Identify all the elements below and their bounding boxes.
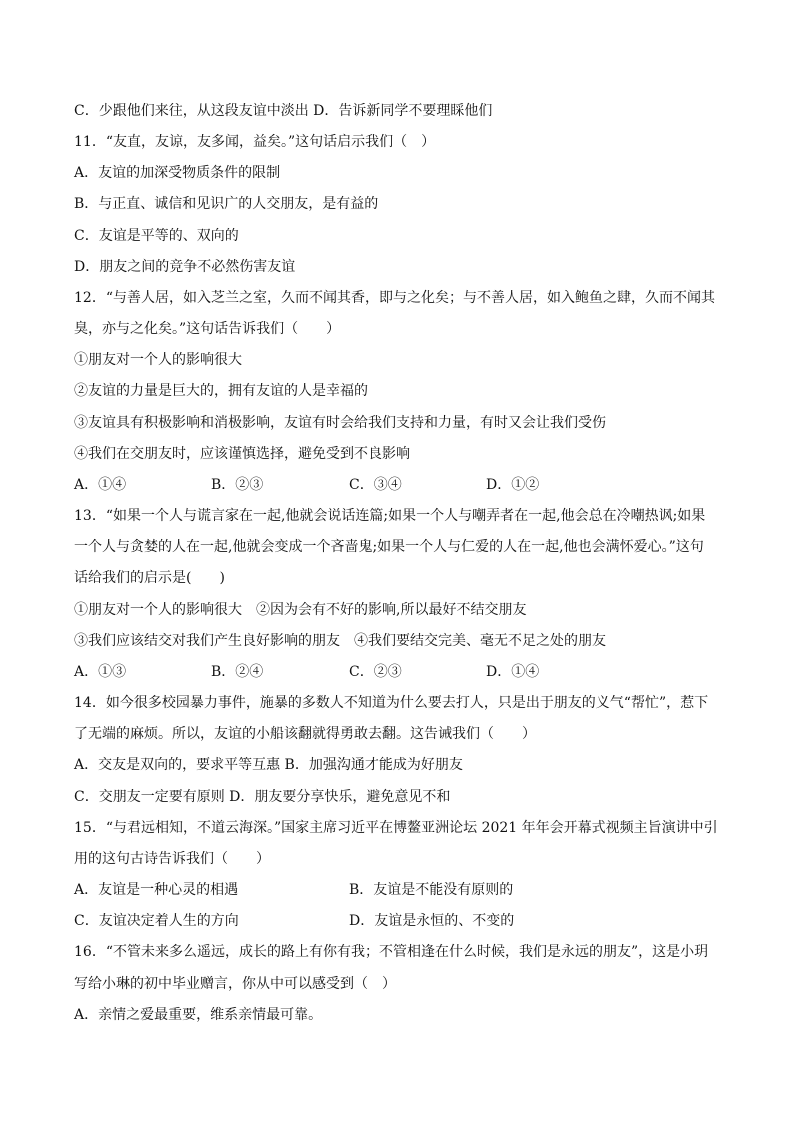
q15-option-c: C．友谊决定着人生的方向 (74, 913, 239, 929)
q13-stem-line-3: 话给我们的启示是( ) (74, 570, 225, 586)
q12-statement-3: ③友谊具有积极影响和消极影响，友谊有时会给我们支持和力量，有时又会让我们受伤 (74, 415, 606, 431)
q13-option-d: D．①④ (486, 664, 540, 680)
q14-options-cd: C．交朋友一定要有原则 D．朋友要分享快乐，避免意见不和 (74, 789, 451, 805)
q11-option-b: B．与正直、诚信和见识广的人交朋友，是有益的 (74, 196, 379, 212)
q15-option-b: B．友谊是不能没有原则的 (349, 882, 514, 898)
q12-stem-line-2: 臭，亦与之化矣。”这句话告诉我们（ ） (74, 321, 341, 337)
q15-option-a: A．友谊是一种心灵的相遇 (74, 882, 239, 898)
q15-option-d: D．友谊是永恒的、不变的 (349, 913, 515, 929)
q12-option-b: B．②③ (211, 477, 264, 493)
q14-stem-line-1: 14．如今很多校园暴力事件，施暴的多数人不知道为什么要去打人，只是出于朋友的义气“帮忙”，惹下 (74, 695, 709, 711)
q16-stem-line-1: 16．“不管未来多么遥远，成长的路上有你有我；不管相逢在什么时候，我们是永远的朋友”，这是小玥 (74, 944, 709, 960)
q11-option-d: D．朋友之间的竞争不必然伤害友谊 (74, 259, 296, 275)
q13-stem-line-2: 一个人与贪婪的人在一起,他就会变成一个吝啬鬼;如果一个人与仁爱的人在一起,他也会满怀爱心。”这句 (74, 539, 704, 555)
q14-stem-line-2: 了无端的麻烦。所以，友谊的小船该翻就得勇敢去翻。这告诫我们（ ） (74, 726, 536, 742)
q12-statement-2: ②友谊的力量是巨大的，拥有友谊的人是幸福的 (74, 383, 368, 399)
q13-option-c: C．②③ (349, 664, 402, 680)
q12-statement-4: ④我们在交朋友时，应该谨慎选择，避免受到不良影响 (74, 446, 410, 462)
q13-statements-3-4: ③我们应该结交对我们产生良好影响的朋友 ④我们要结交完美、毫无不足之处的朋友 (74, 633, 606, 649)
q12-option-c: C．③④ (349, 477, 402, 493)
q12-stem-line-1: 12．“与善人居，如入芝兰之室，久而不闻其香，即与之化矣；与不善人居，如入鲍鱼之肆，久而不闻其 (74, 290, 715, 306)
q12-option-a: A．①④ (74, 477, 127, 493)
q13-statements-1-2: ①朋友对一个人的影响很大 ②因为会有不好的影响,所以最好不结交朋友 (74, 602, 527, 618)
q11-option-a: A．友谊的加深受物质条件的限制 (74, 165, 281, 181)
q10-option-cd: C．少跟他们来往，从这段友谊中淡出 D．告诉新同学不要理睬他们 (74, 103, 493, 119)
q16-stem-line-2: 写给小琳的初中毕业赠言，你从中可以感受到（ ） (74, 976, 396, 992)
q16-option-a: A．亲情之爱最重要，维系亲情最可靠。 (74, 1007, 323, 1023)
q11-stem: 11．“友直，友谅，友多闻，益矣。”这句话启示我们（ ） (74, 134, 436, 150)
q13-option-a: A．①③ (74, 664, 127, 680)
q13-stem-line-1: 13．“如果一个人与谎言家在一起,他就会说话连篇;如果一个人与嘲弄者在一起,他会总在冷嘲热讽;如果 (74, 508, 706, 524)
q12-option-d: D．①② (486, 477, 540, 493)
q14-options-ab: A．交友是双向的，要求平等互惠 B．加强沟通才能成为好朋友 (74, 757, 463, 773)
q15-stem-line-2: 用的这句古诗告诉我们（ ） (74, 851, 270, 867)
q11-option-c: C．友谊是平等的、双向的 (74, 228, 239, 244)
q15-stem-line-1: 15．“与君远相知，不道云海深。”国家主席习近平在博鳌亚洲论坛 2021 年年会开幕式视频主旨演讲中引 (74, 820, 718, 836)
q13-option-b: B．②④ (211, 664, 264, 680)
q12-statement-1: ①朋友对一个人的影响很大 (74, 352, 242, 368)
